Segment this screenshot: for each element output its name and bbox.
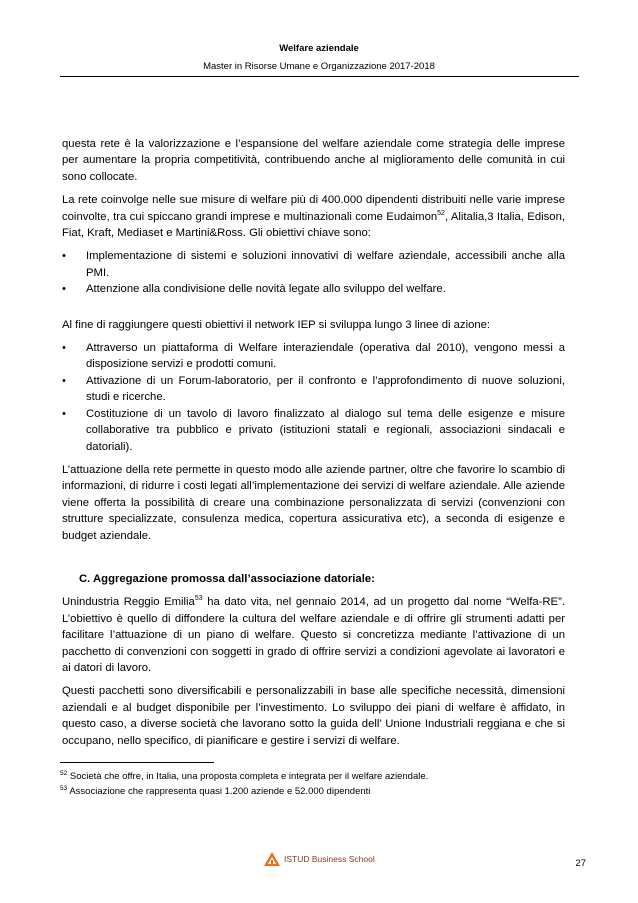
paragraph-4: L’attuazione della rete permette in questo modo alle aziende partner, oltre che favorire lo scambio di informazioni, di ridurre i costi legati all’implementazione dei servizi di welfare aziendale. Alle aziende viene offerta la possibilità di creare una combinazione personalizzata di servizi (convenzioni con strutture specializzate, consulenza medica, copertura assicurativa etc), a seconda di esigenze e budget aziendale.	[62, 463, 565, 542]
list-item	[62, 281, 565, 297]
list-item-text: Costituzione di un tavolo di lavoro finalizzato al dialogo sul tema delle esigenze e misure collaborative tra pubblico e privato (istituzioni statali e regionali, associazioni sindacali e datoriali).	[86, 407, 565, 453]
footnote-divider	[60, 762, 214, 763]
list-item	[62, 373, 565, 406]
objectives-list	[62, 248, 565, 297]
footnote-52	[60, 768, 428, 783]
header-divider	[60, 76, 579, 77]
header-title: Welfare aziendale	[279, 43, 359, 54]
bullet-icon: •	[62, 342, 66, 355]
paragraph-1: questa rete è la valorizzazione e l’espansione del welfare aziendale come strategia delle imprese per aumentare la propria competitività, contribuendo anche al miglioramento delle comunità in cui sono collocate.	[62, 138, 565, 183]
list-item	[62, 406, 565, 455]
list-item-text: Implementazione di sistemi e soluzioni innovativi di welfare aziendale, accessibili anche alla PMI.	[86, 250, 565, 279]
footnote-53	[60, 783, 370, 798]
paragraph-2-text-a: La rete coinvolge nelle sue misure di welfare più di 400.000 dipendenti distribuiti nelle varie imprese coinvolte, tra cui spiccano grandi imprese e multinazionali come Eudaimon	[62, 194, 565, 223]
istud-logo-icon	[264, 852, 280, 866]
paragraph-5-text-b: ha dato vita, nel gennaio 2014, ad un progetto dal nome “Welfa-RE”. L’obiettivo è quello di diffondere la cultura del welfare aziendale e di offrire gli strumenti adatti per facilitare l’attuazione di un piano di welfare. Questo si concretizza mediante l’attivazione di un pacchetto di convenzioni con soggetti in grado di offrire servizi a condizioni agevolate ai lavoratori e ai datori di lavoro.	[62, 596, 565, 674]
footnote-ref-52[interactable]: 52	[437, 209, 445, 217]
action-lines-list	[62, 340, 565, 455]
list-item	[62, 340, 565, 373]
page-number: 27	[575, 858, 586, 869]
footnote-text: Società che offre, in Italia, una proposta completa e integrata per il welfare aziendale.	[67, 771, 429, 783]
bullet-icon: •	[62, 374, 66, 387]
spacer	[62, 551, 565, 571]
paragraph-6: Questi pacchetti sono diversificabili e personalizzabili in base alle specifiche necessità, dimensioni aziendali e al budget disponibile per l’investimento. Lo sviluppo dei piani di welfare è affidato, in questo caso, a diverse società che lavorano sotto la guida dell’ Unione Industriali reggiana e che si occupano, nello specifico, di pianificare e gestire i servizi di welfare.	[62, 685, 565, 747]
logo-text: ISTUD Business School	[284, 854, 375, 864]
spacer	[62, 305, 565, 317]
bullet-icon: •	[62, 250, 66, 263]
list-item-text: Attenzione alla condivisione delle novità legate allo sviluppo del welfare.	[86, 283, 446, 296]
paragraph-5-text-a: Unindustria Reggio Emilia	[62, 596, 195, 609]
body-text	[62, 136, 565, 756]
footnote-ref-53[interactable]: 53	[194, 595, 203, 603]
bullet-icon: •	[62, 283, 66, 296]
list-item-text: Attraverso un piattaforma di Welfare interaziendale (operativa dal 2010), vengono messi a disposizione servizi e prodotti comuni.	[86, 342, 565, 371]
list-item	[62, 248, 565, 281]
footnote-number: 53	[60, 785, 68, 792]
paragraph-2-text-b: , Alitalia,3 Italia, Edison, Fiat, Kraft, Mediaset e Martini&Ross. Gli obiettivi chiave sono:	[62, 210, 565, 240]
istud-logo	[264, 852, 375, 866]
section-heading: C. Aggregazione promossa dall’associazione datoriale:	[79, 572, 375, 585]
paragraph-2	[62, 192, 565, 241]
header-subtitle: Master in Risorse Umane e Organizzazione 2017-2018	[203, 61, 435, 72]
footnote-text: Associazione che rappresenta quasi 1.200 aziende e 52.000 dipendenti	[67, 786, 371, 798]
paragraph-5	[62, 594, 565, 676]
list-item-text: Attivazione di un Forum-laboratorio, per il confronto e l’approfondimento di nuove soluzioni, studi e ricerche.	[86, 374, 565, 404]
bullet-icon: •	[62, 407, 66, 420]
paragraph-3: Al fine di raggiungere questi obiettivi il network IEP si sviluppa lungo 3 linee di azione:	[62, 318, 491, 331]
footnote-number: 52	[60, 770, 68, 777]
